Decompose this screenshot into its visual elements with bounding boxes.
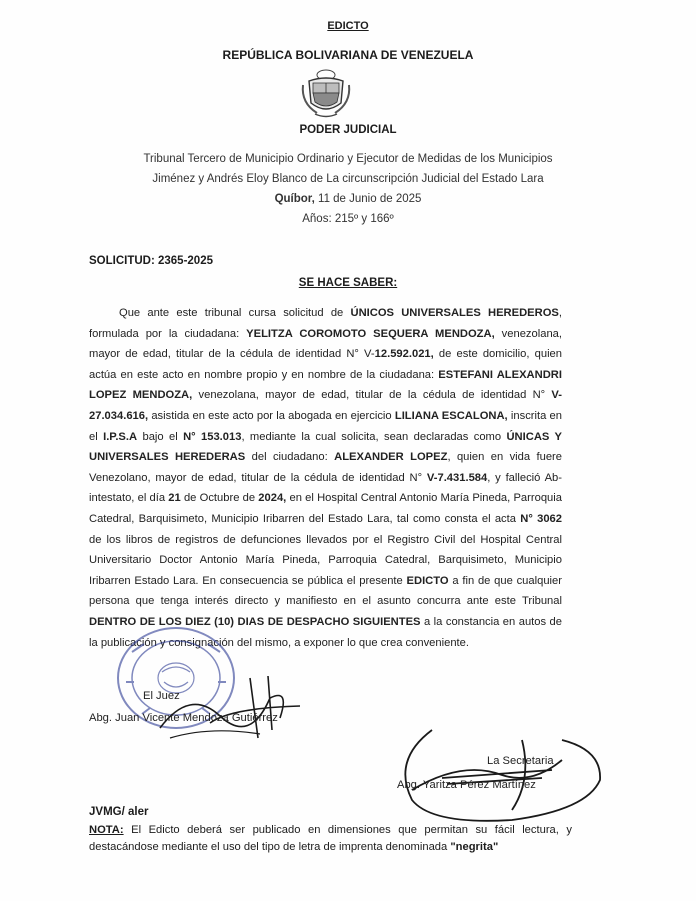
edict-body: Que ante este tribunal cursa solicitud de ÚNICOS UNIVERSALES HEREDEROS, formulada por la ciudadana: YELITZA COROMOTO SEQUERA MENDOZA, venezolana, mayor de edad, titular de la cédula de identidad N° V-12.592.021, de este domicilio, quien actúa en este acto en nombre propio y en nombre de la ciudadana: ESTEFANI ALEXANDRI LOPEZ MENDOZA, venezolana, mayor de edad, titular de la cédula de identidad N° V-27.034.616, asistida en este acto por la abogada en ejercicio LILIANA ESCALONA, inscrita en el I.P.S.A bajo el N° 153.013, mediante la cual solicita, sean declaradas como ÚNICAS Y UNIVERSALES HEREDERAS del ciudadano: ALEXANDER LOPEZ, quien en vida fuere Venezolano, mayor de edad, titular de la cédula de identidad N° V-7.431.584, y falleció Ab-intestato, el día 21 de Octubre de 2024, en el Hospital Central Antonio María Pineda, Parroquia Catedral, Barquisimeto, Municipio Iribarren del Estado Lara, tal como consta el acta N° 3062 de los libros de registros de defunciones llevados por el Registro Civil del Hospital Central Universitario Doctor Antonio María Pineda, Parroquia Catedral, Barquisimeto, Municipio Iribarren Estado Lara. En consecuencia se pública el presente EDICTO a fin de que cualquier persona que tenga interés directo y manifiesto en el asunto concurra ante este Tribunal DENTRO DE LOS DIEZ (10) DIAS DE DESPACHO SIGUIENTES a la constancia en autos de la publicación y consignación del mismo, a exponer lo que crea conveniente. xyxy=(89,307,563,649)
bold-phrase: EDICTO xyxy=(406,574,449,587)
judge-signature xyxy=(150,668,310,748)
note-emphasis: "negrita" xyxy=(450,841,499,853)
place-name: Quíbor, xyxy=(274,193,315,205)
secretary-name: Abg. Yaritza Pérez Martínez xyxy=(397,779,536,791)
court-name-line-1: Tribunal Tercero de Municipio Ordinario y Ejecutor de Medidas de los Municipios xyxy=(143,153,553,165)
deceased-id: V-7.431.584 xyxy=(426,471,488,484)
document-title: EDICTO xyxy=(327,20,369,32)
attorney-name: LILIANA ESCALONA, xyxy=(394,409,508,422)
judge-title: El Juez xyxy=(143,690,180,702)
secretary-signature xyxy=(372,720,607,830)
note-label: NOTA: xyxy=(89,824,124,836)
judicial-branch-heading: PODER JUDICIAL xyxy=(299,124,397,136)
issue-date: 11 de Junio de 2025 xyxy=(314,193,422,205)
applicant-name: YELITZA COROMOTO SEQUERA MENDOZA, xyxy=(246,327,495,340)
applicant-id: 12.592.021, xyxy=(374,348,434,361)
record-number: N° 3062 xyxy=(520,512,562,525)
co-applicant-id: V-27.034.616, xyxy=(89,389,562,422)
ipsa-label: I.P.S.A xyxy=(103,430,138,443)
bold-phrase: ÚNICAS Y UNIVERSALES HEREDERAS xyxy=(89,430,562,464)
bold-phrase: ÚNICOS UNIVERSALES HEREDEROS xyxy=(350,307,559,319)
judge-name: Abg. Juan Vicente Mendoza Gutiérrez xyxy=(89,712,278,724)
coat-of-arms-emblem xyxy=(299,67,353,121)
death-day: 21 xyxy=(168,492,181,505)
death-year: 2024, xyxy=(258,492,287,505)
request-number: SOLICITUD: 2365-2025 xyxy=(89,255,213,267)
republic-heading: REPÚBLICA BOLIVARIANA DE VENEZUELA xyxy=(222,48,474,62)
court-name-line-2: Jiménez y Andrés Eloy Blanco de La circunscripción Judicial del Estado Lara xyxy=(152,173,544,185)
deadline-phrase: DENTRO DE LOS DIEZ (10) DIAS DE DESPACHO SIGUIENTES xyxy=(89,615,421,628)
ipsa-number: N° 153.013 xyxy=(183,430,242,443)
document-initials: JVMG/ aler xyxy=(89,806,149,818)
deceased-name: ALEXANDER LOPEZ xyxy=(334,451,448,464)
notice-heading: SE HACE SABER: xyxy=(298,277,398,289)
note-text: El Edicto deberá ser publicado en dimensiones que permitan su fácil lectura, y destacándose mediante el uso del tipo de letra de imprenta denominada xyxy=(89,824,572,853)
secretary-title: La Secretaria xyxy=(487,755,554,767)
years-line: Años: 215º y 166º xyxy=(302,213,394,225)
co-applicant-name: ESTEFANI ALEXANDRI LOPEZ MENDOZA, xyxy=(89,368,562,402)
publication-note xyxy=(89,822,572,856)
place-date-line xyxy=(0,193,696,205)
